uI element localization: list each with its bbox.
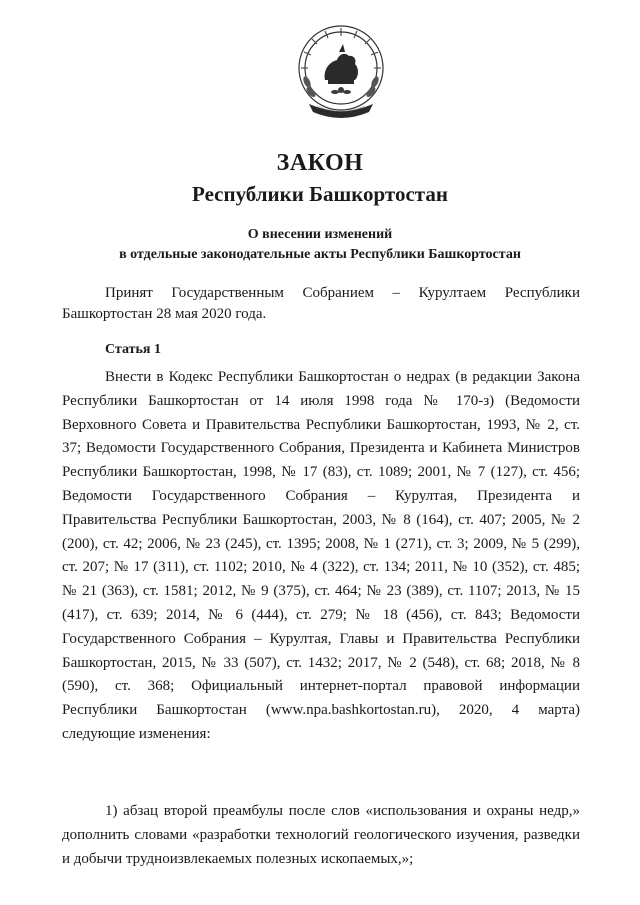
article-heading: Статья 1 <box>105 342 161 357</box>
adoption-line-2: Башкортостан 28 мая 2020 года. <box>62 306 267 322</box>
article-intro-paragraph: Внести в Кодекс Республики Башкортостан о недрах (в редакции Закона Республики Башкортостан от 14 июля 1998 года № 170-з) (Ведомости Верховного Совета и Правительства Республики Башкортостан, 1993, № 2, ст. 37; Ведомости Государственного Собрания, Президента и Кабинета Министров Республики Башкортостан, 1998, № 17 (83), ст. 1089; 2001, № 7 (127), ст. 456; Ведомости Государственного Собрания – Курултая, Президента и Правительства Республики Башкортостан, 2003, № 8 (164), ст. 407; 2005, № 2 (200), ст. 42; 2006, № 23 (245), ст. 1395; 2008, № 1 (271), ст. 3; 2009, № 5 (299), ст. 207; № 17 (311), ст. 1102; 2010, № 4 (322), ст. 134; 2011, № 10 (352), ст. 485; № 21 (363), ст. 1581; 2012, № 9 (375), ст. 464; № 23 (389), ст. 1107; 2013, № 15 (417), ст. 639; 2014, № 6 (444), ст. 279; № 18 (456), ст. 843; Ведомости Государственного Собрания – Курултая, Главы и Правительства Республики Башкортостан, 2015, № 33 (507), ст. 1432; 2017, № 2 (548), ст. 68; 2018, № 8 (590), ст. 368; Официальный интернет-портал правовой информации Республики Башкортостан (www.npa.bashkortostan.ru), 2020, 4 марта) следующие изменения: <box>62 369 580 742</box>
document-subject <box>0 225 640 265</box>
subject-line-2: в отдельные законодательные акты Республики Башкортостан <box>119 247 521 262</box>
document-title: ЗАКОН <box>276 150 364 176</box>
subject-line-1: О внесении изменений <box>247 227 393 242</box>
adoption-line-1 <box>105 283 580 304</box>
article-item-1-paragraph: 1) абзац второй преамбулы после слов «использования и охраны недр,» дополнить словами «разработки технологий геологического изучения, разведки и добычи трудноизвлекаемых полезных ископаемых,»; <box>62 803 580 867</box>
adoption-text-1: Принят Государственным Собранием – Курултаем Республики <box>105 285 580 301</box>
document-subtitle: Республики Башкортостан <box>192 182 448 206</box>
article-intro <box>62 366 580 747</box>
article-item-1 <box>62 800 580 871</box>
bashkortostan-coat-of-arms-icon <box>295 22 387 122</box>
